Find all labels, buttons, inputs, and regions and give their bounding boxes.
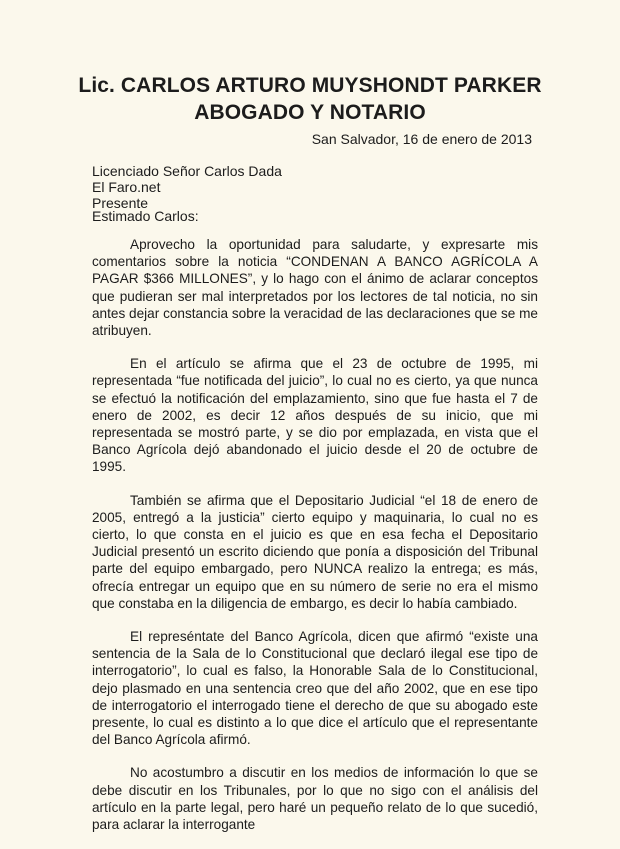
letterhead [0, 72, 620, 126]
recipient-block [92, 163, 282, 211]
recipient-organization: El Faro.net [92, 179, 161, 195]
body-paragraph-1: Aprovecho la oportunidad para saludarte, y expresarte mis comentarios sobre la noticia “CONDENAN A BANCO AGRÍCOLA A PAGAR $366 MILLONES”, y lo hago con el ánimo de aclarar conceptos que pudieran ser mal interpretados por los lectores de tal noticia, no sin antes dejar constancia sobre la veracidad de las declaraciones que se me atribuyen. [92, 237, 538, 339]
letter-body [92, 236, 538, 849]
recipient-name: Licenciado Señor Carlos Dada [92, 163, 282, 179]
body-paragraph-5: No acostumbro a discutir en los medios de información lo que se debe discutir en los Tribunales, por lo que no sigo con el análisis del artículo en la parte legal, pero haré un pequeño relato de lo que sucedió, para aclarar la interrogante [92, 765, 538, 833]
letterhead-title: ABOGADO Y NOTARIO [194, 101, 426, 124]
recipient-presente: Presente [92, 195, 149, 211]
body-paragraph-4: El represéntate del Banco Agrícola, dicen que afirmó “existe una sentencia de la Sala de lo Constitucional que declaró ilegal ese tipo de interrogatorio”, lo cual es falso, la Honorable Sala de lo Constitucional, dejo plasmado en una sentencia creo que del año 2002, que en ese tipo de interrogatorio el interrogado tiene el derecho de que su abogado este presente, lo cual es distinto a lo que dice el artículo que el representante del Banco Agrícola afirmó. [92, 629, 538, 748]
body-paragraph-3: También se afirma que el Depositario Judicial “el 18 de enero de 2005, entregó a la justicia” cierto equipo y maquinaria, lo cual no es cierto, lo que consta en el juicio es que en esa fecha el Depositario Judicial presentó un escrito diciendo que ponía a disposición del Tribunal parte del equipo embargado, pero NUNCA realizo la entrega; es más, ofrecía entregar un equipo que en su número de serie no era el mismo que constaba en la diligencia de embargo, es decir lo había cambiado. [92, 492, 538, 611]
salutation: Estimado Carlos: [92, 208, 199, 224]
body-paragraph-2: En el artículo se afirma que el 23 de octubre de 1995, mi representada “fue notificada del juicio”, lo cual no es cierto, ya que nunca se efectuó la notificación del emplazamiento, sino que fue hasta el 7 de enero de 2002, es decir 12 años después de su inicio, que mi representada se mostró parte, y se dio por emplazada, en vista que el Banco Agrícola dejó abandonado el juicio desde el 20 de octubre de 1995. [92, 356, 538, 475]
letterhead-name: Lic. CARLOS ARTURO MUYSHONDT PARKER [78, 74, 542, 97]
letter-date: San Salvador, 16 de enero de 2013 [311, 131, 532, 147]
